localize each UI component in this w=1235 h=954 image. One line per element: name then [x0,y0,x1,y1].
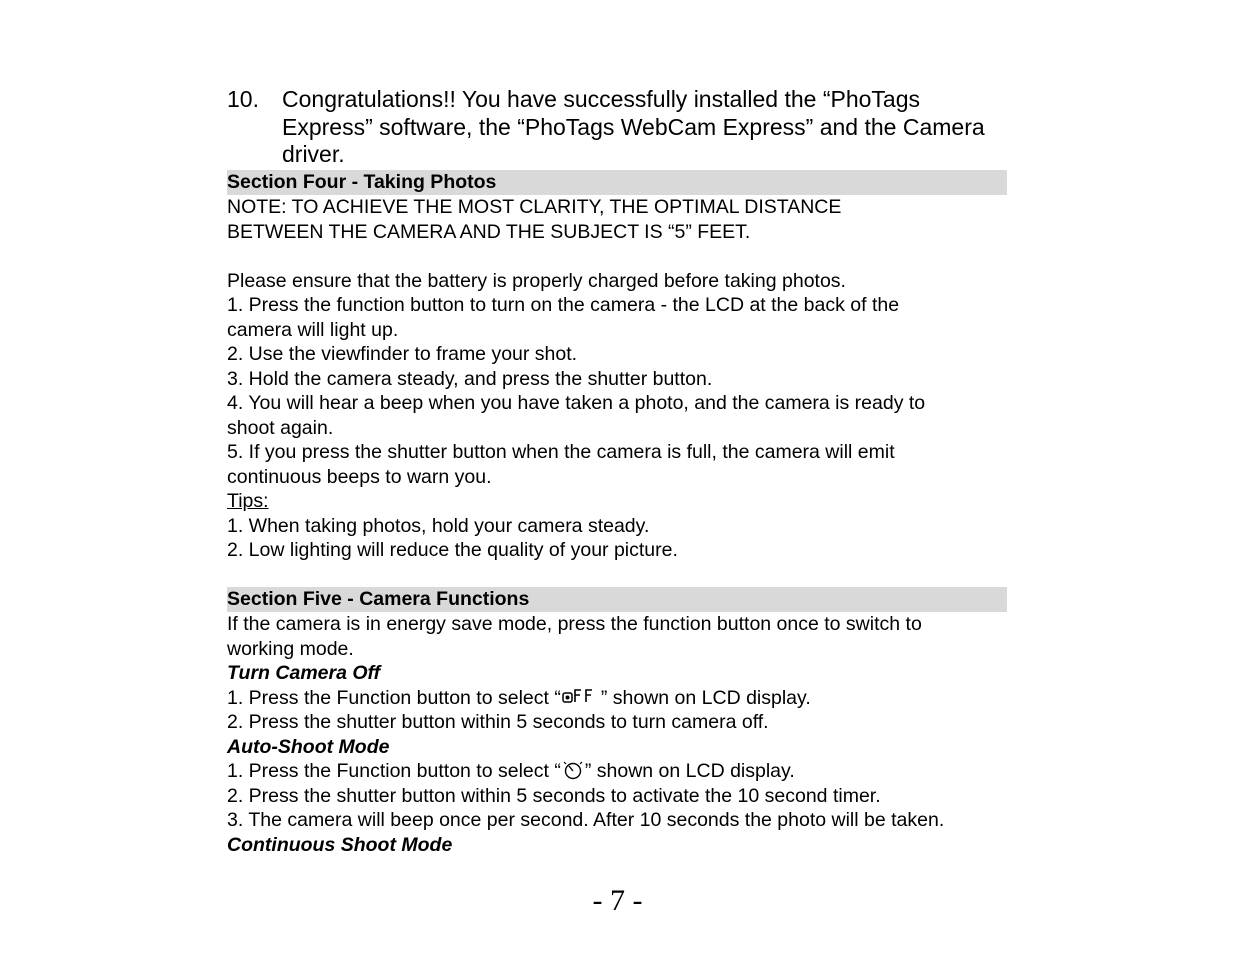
step-number: 10. [227,86,259,112]
off-icon [561,686,601,713]
list-item: 5. If you press the shutter button when the camera is full, the camera will emit [227,441,895,463]
turn-off-step-1: 1. Press the Function button to select “ ” shown on LCD display. [227,686,1007,711]
spacer [227,563,1007,588]
auto-shoot-step-1: 1. Press the Function button to select “ ” shown on LCD display. [227,759,1007,784]
list-item: 1. Press the function button to turn on the camera - the LCD at the back of the [227,294,900,316]
auto-shoot-step-3: 3. The camera will beep once per second. After 10 seconds the photo will be taken. [227,809,945,831]
list-item: shoot again. [227,416,334,439]
page-number: - 7 - [592,884,643,917]
spacer [227,244,1007,269]
auto-shoot-heading: Auto-Shoot Mode [227,735,390,758]
tips-label: Tips: [227,490,269,512]
note-line-1: NOTE: TO ACHIEVE THE MOST CLARITY, THE OPTIMAL DISTANCE [227,196,842,218]
note-line-2: BETWEEN THE CAMERA AND THE SUBJECT IS “5” FEET. [227,220,751,243]
auto-shoot-step-2: 2. Press the shutter button within 5 seconds to activate the 10 second timer. [227,784,881,807]
step-text: Congratulations!! You have successfully installed the “PhoTags Express” software, the “PhoTags WebCam Express” and the Camera driver. [282,86,985,167]
list-item: camera will light up. [227,318,399,341]
continuous-heading: Continuous Shoot Mode [227,833,453,856]
tip-item: 2. Low lighting will reduce the quality of your picture. [227,539,678,561]
battery-intro: Please ensure that the battery is properly charged before taking photos. [227,269,846,292]
section-five-intro-1: If the camera is in energy save mode, press the function button once to switch to [227,613,922,635]
section-four-heading: Section Four - Taking Photos [227,170,1007,195]
manual-page [227,86,1007,857]
list-item: 4. You will hear a beep when you have taken a photo, and the camera is ready to [227,392,926,414]
list-item: continuous beeps to warn you. [227,465,492,488]
install-complete-step [227,86,1007,170]
section-five-heading: Section Five - Camera Functions [227,587,1007,612]
tip-item: 1. When taking photos, hold your camera steady. [227,514,650,537]
turn-off-step-2: 2. Press the shutter button within 5 seconds to turn camera off. [227,711,769,733]
section-five-intro-2: working mode. [227,637,354,660]
list-item: 3. Hold the camera steady, and press the shutter button. [227,367,713,390]
list-item: 2. Use the viewfinder to frame your shot. [227,343,578,365]
turn-off-heading: Turn Camera Off [227,662,381,684]
